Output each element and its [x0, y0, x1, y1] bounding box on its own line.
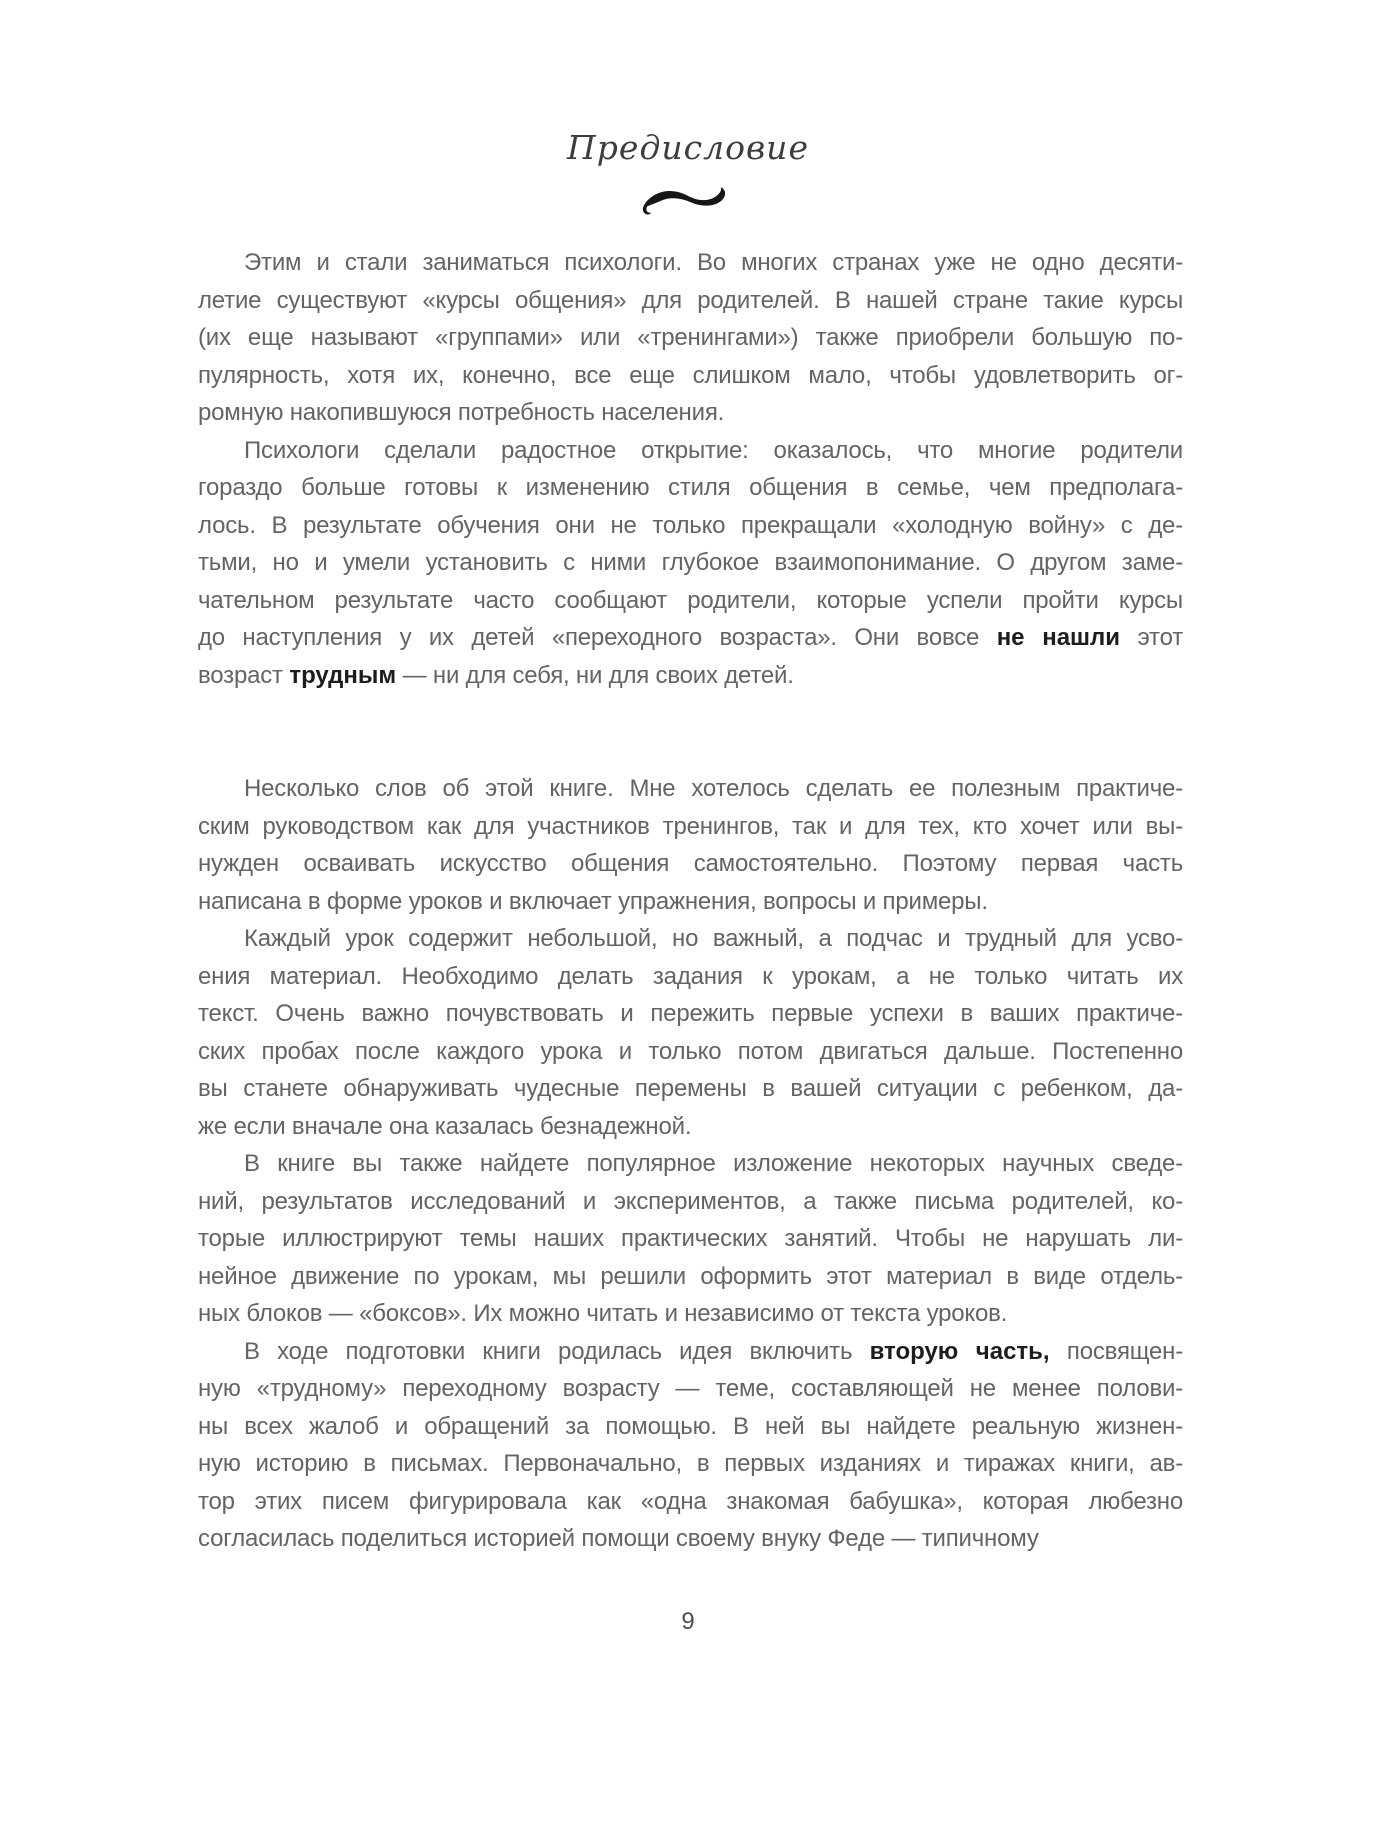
- paragraph: [198, 1145, 1183, 1333]
- text-line: Психологи сделали радостное открытие: оказалось, что многие родители: [244, 436, 1183, 464]
- text-line: написана в форме уроков и включает упражнения, вопросы и примеры.: [198, 887, 988, 915]
- paragraph: [198, 920, 1183, 1145]
- text-line: тор этих писем фигурировала как «одна знакомая бабушка», которая любезно: [198, 1487, 1183, 1515]
- paragraph: [198, 1333, 1183, 1558]
- text-line: лось. В результате обучения они не только прекращали «холодную войну» с де-: [198, 511, 1183, 539]
- text-line: согласилась поделиться историей помощи своему внуку Феде — типичному: [198, 1525, 1039, 1552]
- bold-text: вторую часть,: [869, 1337, 1050, 1365]
- text-line: торые иллюстрируют темы наших практических занятий. Чтобы не нарушать ли-: [198, 1225, 1183, 1252]
- text-line: ским руководством как для участников тренингов, так и для тех, кто хочет или вы-: [198, 812, 1183, 840]
- text-line: же если вначале она казалась безнадежной.: [198, 1112, 692, 1140]
- text-line: ную историю в письмах. Первоначально, в первых изданиях и тиражах книги, ав-: [198, 1450, 1183, 1477]
- text-line: В книге вы также найдете популярное изложение некоторых научных сведе-: [244, 1150, 1183, 1177]
- text-line: пулярность, хотя их, конечно, все еще слишком мало, чтобы удовлетворить ог-: [198, 361, 1183, 389]
- text-line: ны всех жалоб и обращений за помощью. В ней вы найдете реальную жизнен-: [198, 1412, 1183, 1440]
- text-line: гораздо больше готовы к изменению стиля общения в семье, чем предполага-: [198, 474, 1183, 501]
- paragraph: [198, 432, 1183, 695]
- text-line: ную «трудному» переходному возрасту — теме, составляющей не менее полови-: [198, 1375, 1183, 1402]
- text-line: В ходе подготовки книги родилась идея включить вторую часть, посвящен-: [244, 1337, 1183, 1365]
- text-line: летие существуют «курсы общения» для родителей. В нашей стране такие курсы: [198, 286, 1183, 314]
- text-line: Каждый урок содержит небольшой, но важный, а подчас и трудный для усво-: [244, 925, 1183, 952]
- text-line: до наступления у их детей «переходного возраста». Они вовсе не нашли этот: [198, 624, 1183, 651]
- text-line: Несколько слов об этой книге. Мне хотелось сделать ее полезным практиче-: [244, 775, 1183, 802]
- text-line: ных блоков — «боксов». Их можно читать и независимо от текста уроков.: [198, 1300, 1008, 1327]
- chapter-title: Предисловие: [567, 128, 809, 167]
- text-line: ения материал. Необходимо делать задания к урокам, а не только читать их: [198, 962, 1183, 990]
- text-line: вы станете обнаруживать чудесные перемены в вашей ситуации с ребенком, да-: [198, 1075, 1183, 1102]
- text-line: чательном результате часто сообщают родители, которые успели пройти курсы: [198, 586, 1183, 614]
- tilde-flourish-icon: [0, 180, 1376, 225]
- bold-text: не нашли: [996, 624, 1121, 651]
- paragraph: [198, 244, 1183, 432]
- text-line: (их еще называют «группами» или «тренингами») также приобрели большую по-: [198, 324, 1183, 351]
- text-line: ромную накопившуюся потребность населения.: [198, 399, 725, 426]
- text-line: тьми, но и умели установить с ними глубокое взаимопонимание. О другом заме-: [198, 549, 1183, 576]
- paragraph: [198, 770, 1183, 920]
- text-block: [198, 244, 1183, 1558]
- text-line: Этим и стали заниматься психологи. Во многих странах уже не одно десяти-: [244, 249, 1183, 276]
- text-line: нейное движение по урокам, мы решили оформить этот материал в виде отдель-: [198, 1262, 1183, 1290]
- text-line: ских пробах после каждого урока и только потом двигаться дальше. Постепенно: [198, 1037, 1183, 1065]
- text-line: нужден осваивать искусство общения самостоятельно. Поэтому первая часть: [198, 850, 1183, 877]
- text-line: ний, результатов исследований и экспериментов, а также письма родителей, ко-: [198, 1187, 1183, 1215]
- text-line: текст. Очень важно почувствовать и пережить первые успехи в ваших практиче-: [198, 1000, 1183, 1027]
- text-line: возраст трудным — ни для себя, ни для своих детей.: [198, 661, 794, 689]
- page-number: 9: [681, 1608, 695, 1635]
- bold-text: трудным: [289, 661, 397, 689]
